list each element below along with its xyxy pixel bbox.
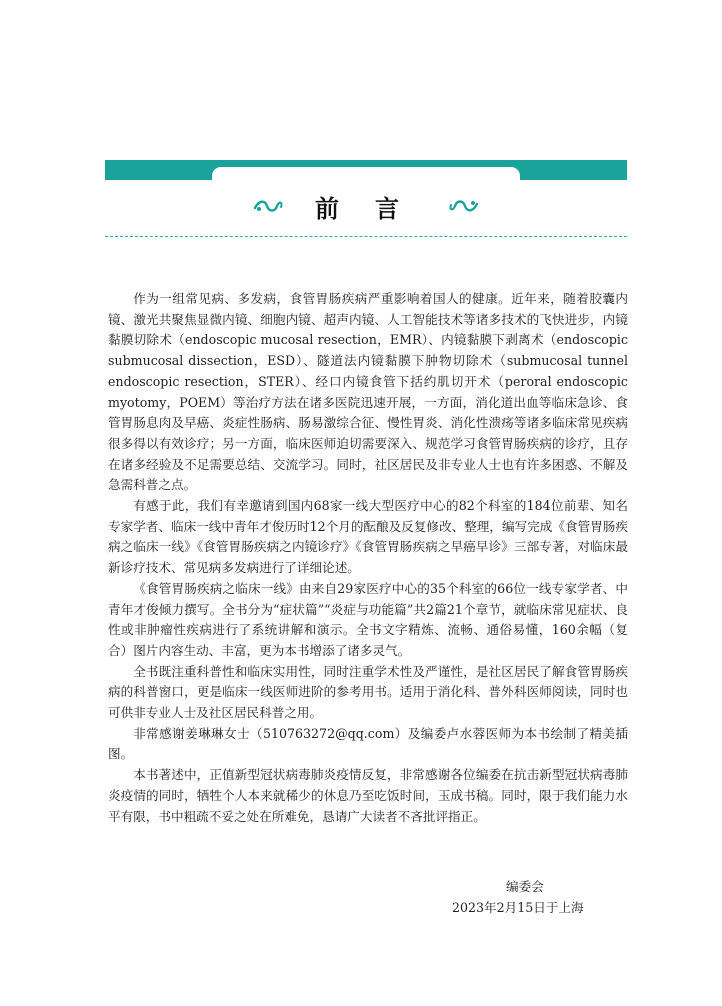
dashed-divider <box>105 236 627 237</box>
paragraph: 作为一组常见病、多发病，食管胃肠疾病严重影响着国人的健康。近年来，随着胶囊内镜、激光共聚焦显微内镜、细胞内镜、超声内镜、人工智能技术等诸多技术的飞快进步，内镜黏膜切除术（endoscopic mucosal resection，EMR）、内镜黏膜下剥离术（endoscopic submucosal dissection，ESD）、隧道法内镜黏膜下肿物切除术（submucosal tunnel endoscopic resection，STER）、经口内镜食管下括约肌切开术（peroral endoscopic myotomy，POEM）等治疗方法在诸多医院迅速开展，一方面，消化道出血等临床急诊、食管胃肠息肉及早癌、炎症性肠病、肠易激综合征、慢性胃炎、消化性溃疡等诸多临床常见疾病很多得以有效诊疗；另一方面，临床医师迫切需要深入、规范学习食管胃肠疾病的诊疗，且存在诸多经验及不足需要总结、交流学习。同时，社区居民及非专业人士也有许多困惑、不解及急需科普之点。 <box>108 291 628 493</box>
left-flourish-icon <box>253 198 283 214</box>
paragraph: 《食管胃肠疾病之临床一线》由来自29家医疗中心的35个科室的66位一线专家学者、中青年才俊倾力撰写。全书分为“症状篇”“炎症与功能篇”共2篇21个章节，就临床常见症状、良性或非肿瘤性疾病进行了系统讲解和演示。全书文字精炼、流畅、通俗易懂，160余幅（复合）图片内容生动、丰富，更为本书增添了诸多灵气。 <box>108 580 628 658</box>
title-row <box>105 190 627 222</box>
paragraph: 有感于此，我们有幸邀请到国内68家一线大型医疗中心的82个科室的184位前辈、知名专家学者、临床一线中青年才俊历时12个月的酝酿及反复修改、整理，编写完成《食管胃肠疾病之临床一线》《食管胃肠疾病之内镜诊疗》《食管胃肠疾病之早癌早诊》三部专著，对临床最新诊疗技术、常见病多发病进行了详细论述。 <box>108 498 628 576</box>
signature-date: 2023年2月15日于上海 <box>452 900 584 915</box>
right-flourish-icon <box>449 198 479 214</box>
preface-body <box>108 289 628 827</box>
header-tab <box>212 167 520 187</box>
paragraph: 非常感谢姜琳琳女士（510763272@qq.com）及编委卢水蓉医师为本书绘制了精美插图。 <box>108 725 628 762</box>
page-title: 前言 <box>315 194 435 223</box>
signature-committee: 编委会 <box>506 879 544 894</box>
paragraph: 全书既注重科普性和临床实用性，同时注重学术性及严谨性，是社区居民了解食管胃肠疾病的科普窗口，更是临床一线医师进阶的参考用书。适用于消化科、普外科医师阅读，同时也可供非专业人士及社区居民科普之用。 <box>108 663 628 721</box>
paragraph: 本书著述中，正值新型冠状病毒肺炎疫情反复，非常感谢各位编委在抗击新型冠状病毒肺炎疫情的同时，牺牲个人本来就稀少的休息乃至吃饭时间，玉成书稿。同时，限于我们能力水平有限，书中粗疏不妥之处在所难免，恳请广大读者不吝批评指正。 <box>108 767 628 824</box>
